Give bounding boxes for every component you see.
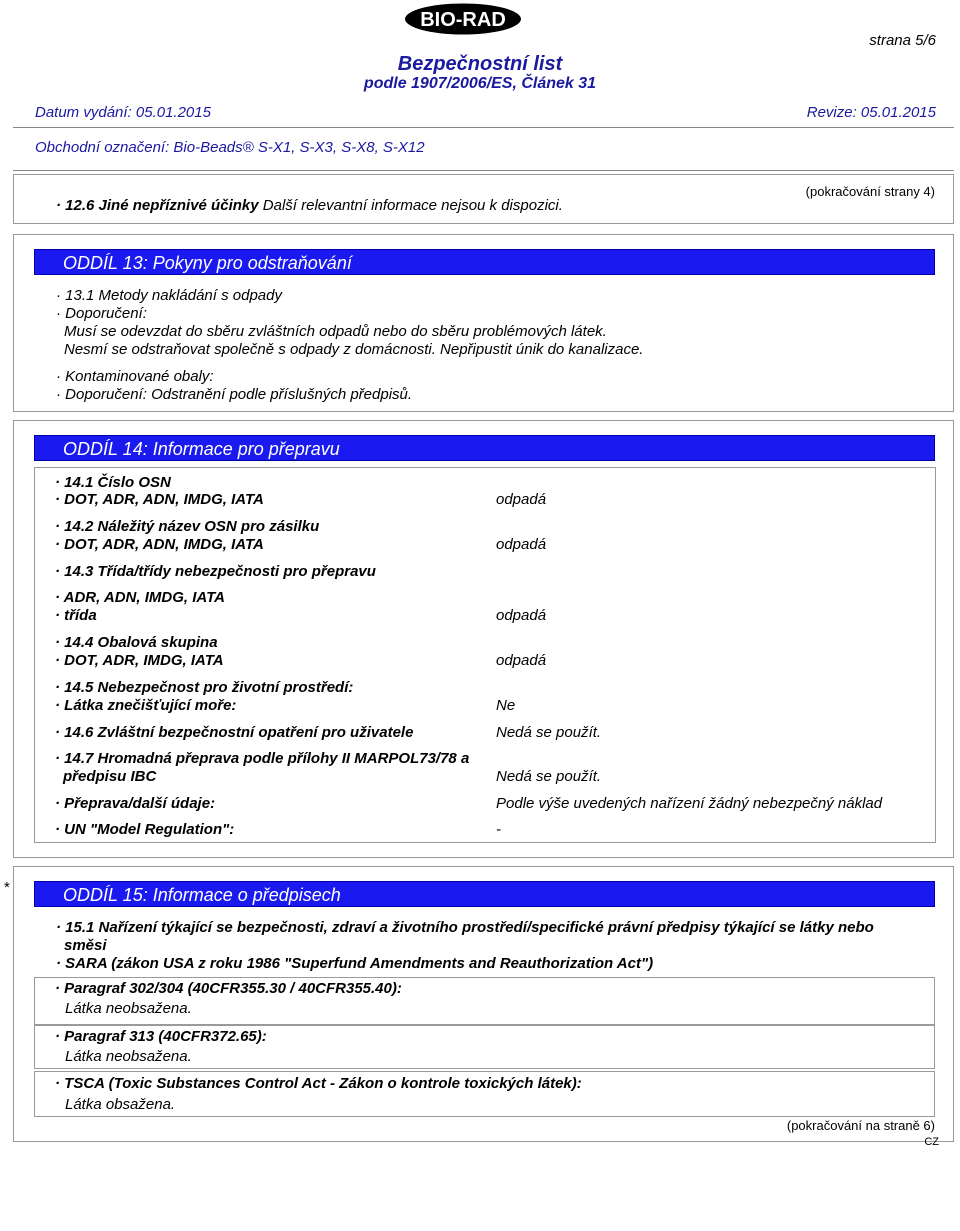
sara-302-box [34,977,935,1025]
document-title: Bezpečnostní list [397,53,563,75]
sara-313: · Paragraf 313 (40CFR372.65): [55,1028,267,1045]
row-14-5-marine: · Látka znečišťující moře: [55,697,237,714]
section-14-header: ODDÍL 14: Informace pro přepravu [34,435,935,461]
row-14-1-value: odpadá [496,491,547,508]
document-subtitle: podle 1907/2006/ES, Článek 31 [363,75,597,92]
section-12-tail [13,174,954,224]
row-14-6-value: Nedá se použít. [496,724,602,741]
row-14-5: · 14.5 Nebezpečnost pro životní prostředí: [55,679,354,696]
s12-line: · 12.6 Jiné nepříznivé účinky Další relevantní informace nejsou k dispozici. [56,197,563,214]
tsca-value: Látka obsažena. [65,1096,176,1113]
continued-from: (pokračování strany 4) [805,184,935,199]
s15-regulations: · 15.1 Nařízení týkající se bezpečnosti, zdraví a životního prostředí/specifické právní předpisy týkající se látky nebo [56,919,874,936]
tsca: · TSCA (Toxic Substances Control Act - Zákon o kontrole toxických látek): [55,1075,582,1092]
trade-name: Obchodní označení: Bio-Beads® S-X1, S-X3, S-X8, S-X12 [35,139,425,156]
row-un-model: · UN "Model Regulation": [55,821,235,838]
row-14-3-modes: · ADR, ADN, IMDG, IATA [55,589,225,606]
s13-methods: · 13.1 Metody nakládání s odpady [56,287,282,304]
page-number: strana 5/6 [869,32,936,49]
row-14-1-modes: · DOT, ADR, ADN, IMDG, IATA [55,491,264,508]
row-14-7-value: Nedá se použít. [496,768,602,785]
sara-302-value: Látka neobsažena. [65,1000,192,1017]
s15-sara: · SARA (zákon USA z roku 1986 "Superfund Amendments and Reauthorization Act") [56,955,654,972]
s13-recommendation: · Doporučení: [56,305,147,322]
s15-regulations-cont: směsi [64,937,107,954]
row-14-3: · 14.3 Třída/třídy nebezpečnosti pro přepravu [55,563,376,580]
row-14-7: · 14.7 Hromadná přeprava podle přílohy II MARPOL73/78 a [55,750,470,767]
row-14-6: · 14.6 Zvláštní bezpečnostní opatření pro uživatele [55,724,414,741]
s13-text-1: Musí se odevzdat do sběru zvláštních odpadů nebo do sběru problémových látek. [64,323,607,340]
continued-to: (pokračování na straně 6) [786,1118,935,1133]
section-14 [13,420,954,858]
row-14-4: · 14.4 Obalová skupina [55,634,218,651]
row-14-1: · 14.1 Číslo OSN [55,474,171,491]
section-13 [13,234,954,412]
row-transport-info: · Přeprava/další údaje: [55,795,216,812]
row-14-3-class: · třída [55,607,97,624]
row-14-3-value: odpadá [496,607,547,624]
section-15 [13,866,954,1148]
divider [13,127,954,128]
sara-302: · Paragraf 302/304 (40CFR355.30 / 40CFR355.40): [55,980,402,997]
issue-date: Datum vydání: 05.01.2015 [35,104,211,121]
s13-packaging: · Kontaminované obaly: [56,368,214,385]
tsca-box [34,1071,935,1117]
revision-date: Revize: 05.01.2015 [806,104,936,121]
row-14-4-modes: · DOT, ADR, IMDG, IATA [55,652,224,669]
row-un-model-value: - [496,821,501,838]
row-14-2-modes: · DOT, ADR, ADN, IMDG, IATA [55,536,264,553]
transport-table [34,467,936,843]
row-14-2-value: odpadá [496,536,547,553]
logo-text: BIO-RAD [420,9,506,31]
change-marker: * [4,879,10,896]
bio-rad-logo [404,3,522,35]
section-13-header: ODDÍL 13: Pokyny pro odstraňování [34,249,935,275]
language-code: CZ [924,1136,939,1148]
section-15-header: ODDÍL 15: Informace o předpisech [34,881,935,907]
row-14-4-value: odpadá [496,652,547,669]
sara-313-box [34,1025,935,1069]
row-14-5-value: Ne [496,697,516,714]
row-14-7-ibc: předpisu IBC [63,768,157,785]
divider [13,170,954,171]
row-14-2: · 14.2 Náležitý název OSN pro zásilku [55,518,320,535]
sara-313-value: Látka neobsažena. [65,1048,192,1065]
s13-text-2: Nesmí se odstraňovat společně s odpady z domácnosti. Nepřipustit únik do kanalizace. [64,341,644,358]
row-transport-info-value: Podle výše uvedených nařízení žádný nebezpečný náklad [496,795,883,812]
s13-packaging-rec: · Doporučení: Odstranění podle příslušných předpisů. [56,386,413,403]
